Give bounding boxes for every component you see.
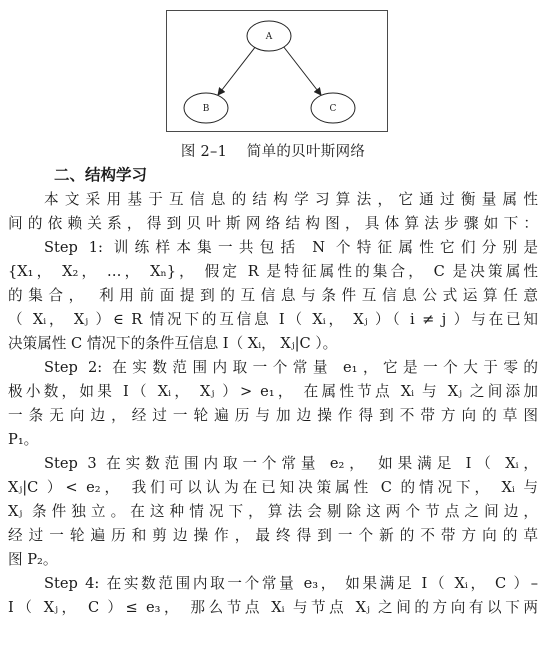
body-line-18: I（ Xⱼ， C ）≤ e₃， 那么节点 Xᵢ 与节点 Xⱼ 之间的方向有以下两 (8, 599, 538, 616)
body-line-14: Xⱼ 条件独立。在这种情况下，算法会剔除这两个节点之间边， (8, 503, 538, 520)
body-line-13: Xⱼ|C ）< e₂， 我们可以认为在已知决策属性 C 的情况下， Xᵢ 与 (8, 479, 538, 496)
edge-a-to-b (218, 46, 256, 95)
node-a-label: A (265, 32, 273, 42)
node-b-label: B (202, 104, 210, 114)
bayesian-network-figure (166, 10, 388, 132)
edge-a-to-c (283, 46, 321, 95)
body-line-17: Step 4: 在实数范围内取一个常量 e₃， 如果满足 I（ Xᵢ， C ）– (44, 575, 538, 592)
node-c-label: C (329, 104, 337, 114)
body-line-1: 本文采用基于互信息的结构学习算法，它通过衡量属性 (44, 191, 538, 208)
body-line-4: {X₁， X₂， …， Xₙ}， 假定 R 是特征属性的集合， C 是决策属性 (8, 263, 538, 280)
body-line-8: Step 2: 在实数范围内取一个常量 e₁，它是一个大于零的 (44, 359, 538, 376)
body-line-15: 经过一轮遍历和剪边操作，最终得到一个新的不带方向的草 (8, 527, 538, 544)
figure-caption-text: 简单的贝叶斯网络 (246, 144, 366, 160)
body-line-9: 极小数，如果 I（ Xᵢ， Xⱼ ）> e₁， 在属性节点 Xᵢ 与 Xⱼ 之间添加 (8, 383, 538, 400)
figure-caption (0, 140, 546, 161)
figure-caption-number: 图 2–1 (180, 144, 228, 160)
body-line-2: 间的依赖关系，得到贝叶斯网络结构图，具体算法步骤如下： (8, 215, 538, 232)
body-line-6: （ Xᵢ， Xⱼ ）∈ R 情况下的互信息 I（ Xᵢ， Xⱼ ）（ i ≠ j ）与在已知 (8, 311, 538, 328)
bayesian-network-diagram (167, 11, 387, 131)
section-heading: 二、结构学习 (54, 166, 148, 184)
body-line-5: 的集合， 利用前面提到的互信息与条件互信息公式运算任意 (8, 287, 538, 304)
body-line-16: 图 P₂。 (8, 551, 58, 568)
body-line-3: Step 1: 训练样本集一共包括 N 个特征属性它们分别是 (44, 239, 538, 256)
body-line-12: Step 3 在实数范围内取一个常量 e₂， 如果满足 I（ Xᵢ， (44, 455, 538, 472)
body-line-10: 一条无向边，经过一轮遍历与加边操作得到不带方向的草图 (8, 407, 538, 424)
body-line-7: 决策属性 C 情况下的条件互信息 I（ Xᵢ， Xⱼ|C ）。 (8, 335, 338, 352)
body-line-11: P₁。 (8, 431, 39, 448)
